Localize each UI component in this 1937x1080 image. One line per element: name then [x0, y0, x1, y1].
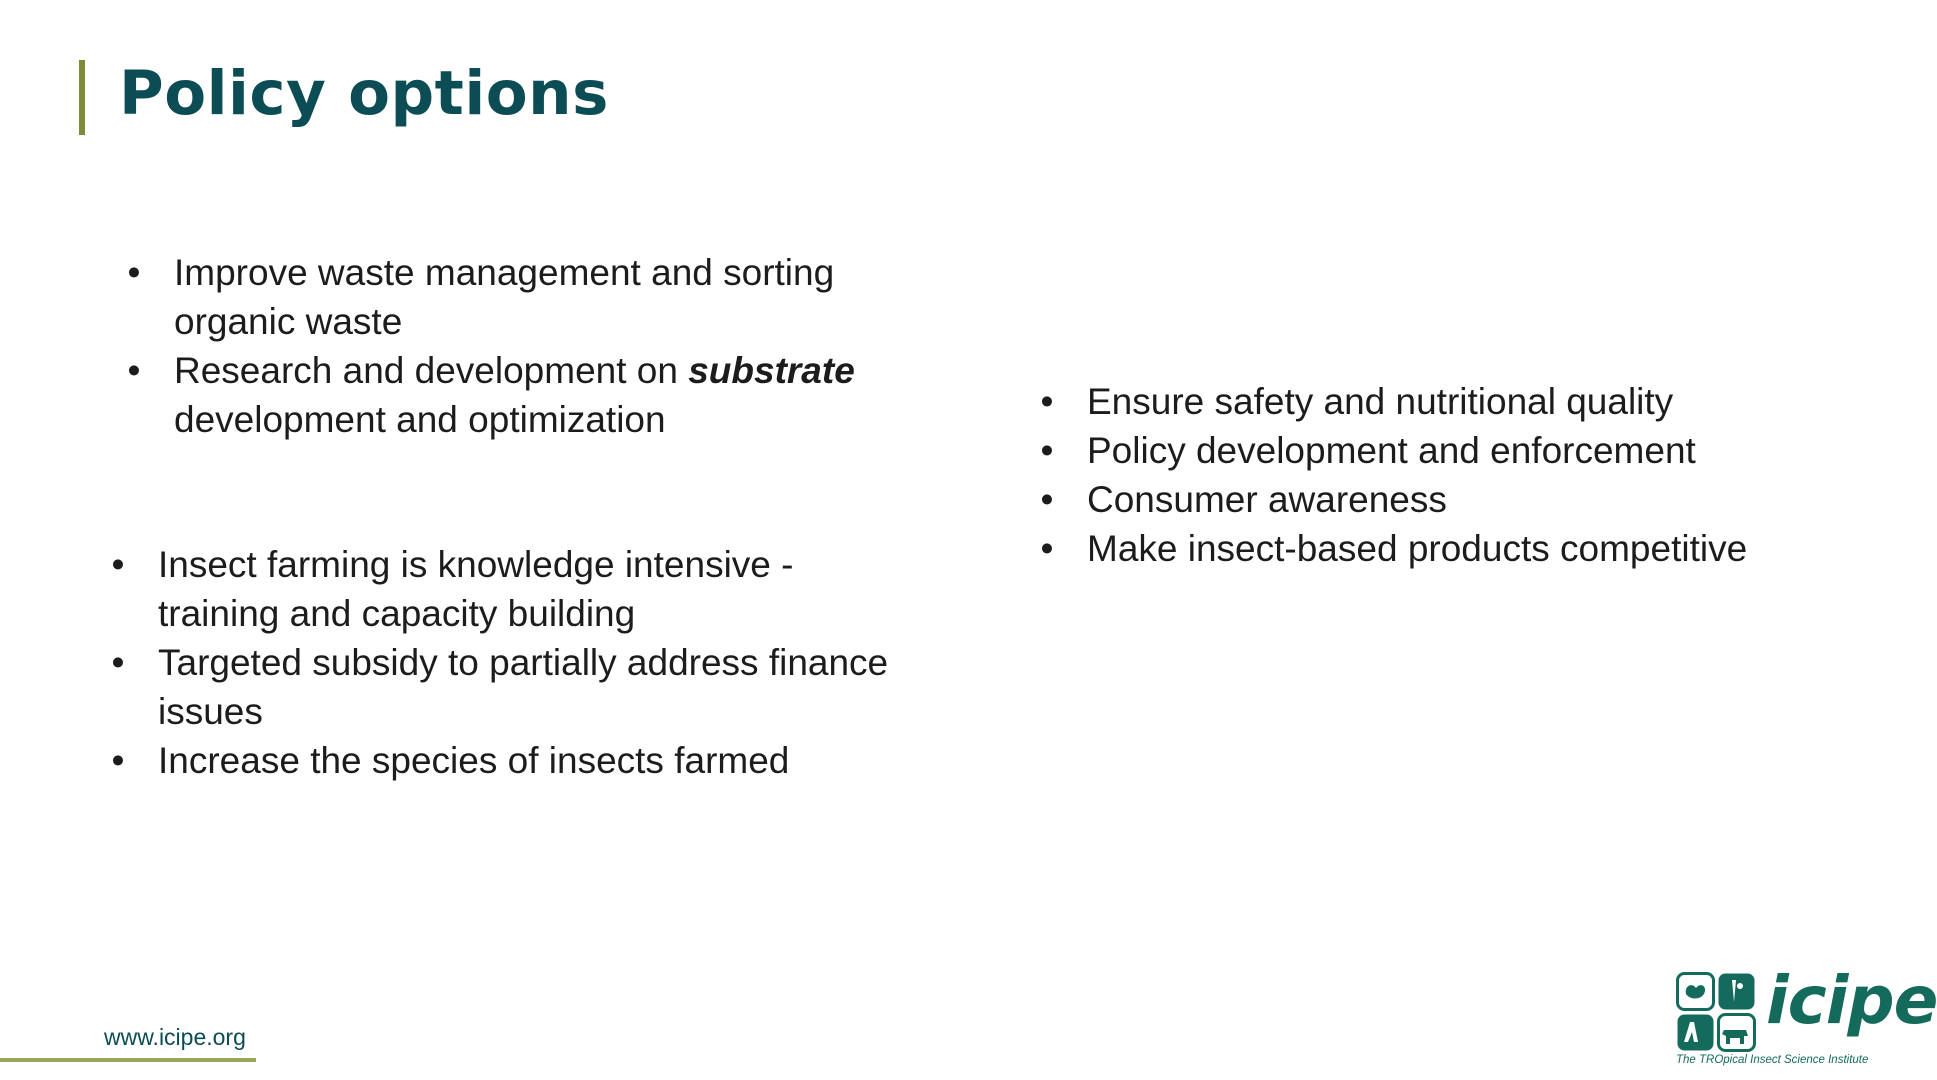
list-item-text: Insect farming is knowledge intensive - training and capacity building: [158, 544, 794, 634]
title-accent-bar: [79, 60, 85, 135]
list-item-text: development and optimization: [174, 399, 666, 440]
logo-emblem-icon: [1676, 972, 1756, 1052]
bullet-list-market: [1032, 377, 1892, 573]
list-item: [103, 638, 903, 736]
logo-tagline: The TROpical Insect Science Institute: [1676, 1054, 1869, 1066]
list-item: [103, 540, 903, 638]
bullet-list-waste-substrate: [119, 248, 939, 444]
list-item-text: Ensure safety and nutritional quality: [1087, 381, 1674, 422]
list-item: [1032, 377, 1892, 426]
list-item-text: Research and development on: [174, 350, 689, 391]
list-item: [1032, 426, 1892, 475]
list-item: [103, 736, 903, 785]
bullet-icon: •: [1040, 479, 1054, 520]
bullet-icon: •: [127, 350, 141, 391]
bullet-icon: •: [111, 544, 125, 585]
bullet-icon: •: [127, 252, 141, 293]
list-item-text: Improve waste management and sorting organic waste: [174, 252, 835, 342]
list-item-text: Policy development and enforcement: [1087, 430, 1696, 471]
bullet-icon: •: [1040, 381, 1054, 422]
bullet-icon: •: [1040, 528, 1054, 569]
bullet-icon: •: [111, 642, 125, 683]
slide-title: Policy options: [119, 58, 609, 129]
icipe-logo: [1676, 962, 1937, 1072]
bullet-icon: •: [111, 740, 125, 781]
emphasized-text: substrate: [688, 350, 855, 391]
list-item: [119, 346, 939, 444]
list-item: [119, 248, 939, 346]
list-item-text: Consumer awareness: [1087, 479, 1447, 520]
list-item-text: Targeted subsidy to partially address finance issues: [158, 642, 889, 732]
list-item-text: Increase the species of insects farmed: [158, 740, 790, 781]
footer-divider: [0, 1058, 256, 1062]
logo-wordmark: icipe: [1766, 962, 1937, 1039]
list-item: [1032, 524, 1892, 573]
list-item-text: Make insect-based products competitive: [1087, 528, 1748, 569]
list-item: [1032, 475, 1892, 524]
bullet-list-farming: [103, 540, 903, 785]
footer-url[interactable]: www.icipe.org: [104, 1024, 246, 1050]
bullet-icon: •: [1040, 430, 1054, 471]
